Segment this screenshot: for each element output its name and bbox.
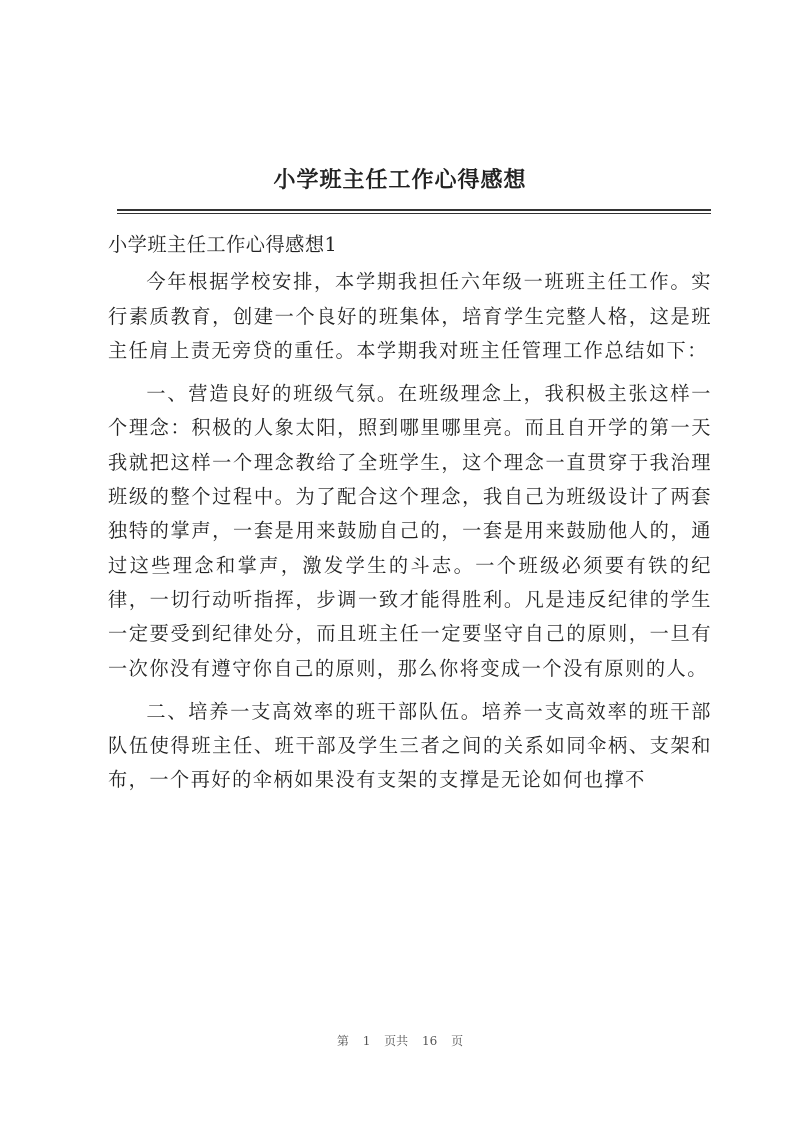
section-subtitle: 小学班主任工作心得感想1	[108, 233, 338, 256]
footer-middle: 页共	[384, 1034, 409, 1048]
document-title: 小学班主任工作心得感想	[273, 167, 527, 193]
document-body	[108, 228, 712, 807]
footer-suffix: 页	[451, 1034, 464, 1048]
paragraph-section-two: 二、培养一支高效率的班干部队伍。培养一支高效率的班干部队伍使得班主任、班干部及学生三者之间的关系如同伞柄、支架和布，一个再好的伞柄如果没有支架的支撑是无论如何也撑不	[108, 699, 712, 792]
paragraph-intro: 今年根据学校安排，本学期我担任六年级一班班主任工作。实行素质教育，创建一个良好的班集体，培育学生完整人格，这是班主任肩上责无旁贷的重任。本学期我对班主任管理工作总结如下：	[108, 270, 712, 362]
footer-prefix: 第	[336, 1034, 349, 1048]
footer-page-number: 1	[362, 1034, 371, 1048]
title-divider	[117, 209, 711, 214]
page-footer	[0, 1032, 800, 1049]
footer-total-pages: 16	[422, 1034, 438, 1048]
paragraph-section-one: 一、营造良好的班级气氛。在班级理念上，我积极主张这样一个理念：积极的人象太阳，照到哪里哪里亮。而且自开学的第一天我就把这样一个理念教给了全班学生，这个理念一直贯穿于我治理班级的整个过程中。为了配合这个理念，我自己为班级设计了两套独特的掌声，一套是用来鼓励自己的，一套是用来鼓励他人的，通过这些理念和掌声，激发学生的斗志。一个班级必须要有铁的纪律，一切行动听指挥，步调一致才能得胜利。凡是违反纪律的学生一定要受到纪律处分，而且班主任一定要坚守自己的原则，一旦有一次你没有遵守你自己的原则，那么你将变成一个没有原则的人。	[108, 382, 712, 680]
